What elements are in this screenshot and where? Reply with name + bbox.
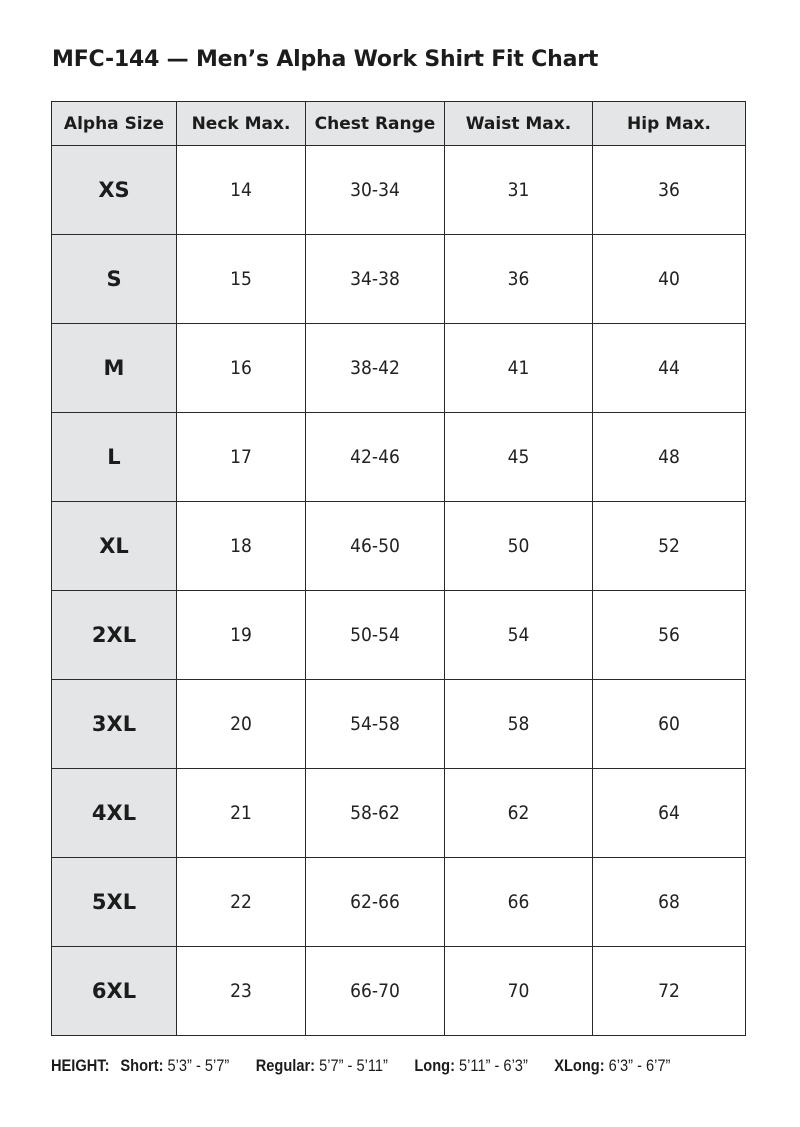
height-long-name: Long: (414, 1056, 455, 1075)
chest-cell: 62-66 (306, 858, 445, 947)
size-cell: S (52, 235, 177, 324)
column-header-hip-max: Hip Max. (593, 102, 746, 146)
waist-cell: 50 (445, 502, 593, 591)
height-xlong (554, 1056, 670, 1075)
table-row (52, 324, 746, 413)
size-cell: 5XL (52, 858, 177, 947)
table-row (52, 502, 746, 591)
table-row (52, 858, 746, 947)
height-regular-value: 5’7” - 5’11” (319, 1056, 388, 1075)
column-header-neck-max: Neck Max. (177, 102, 306, 146)
hip-cell: 60 (593, 680, 746, 769)
hip-cell: 52 (593, 502, 746, 591)
hip-cell: 40 (593, 235, 746, 324)
table-row (52, 947, 746, 1036)
size-cell: XL (52, 502, 177, 591)
table-row (52, 146, 746, 235)
chest-cell: 38-42 (306, 324, 445, 413)
waist-cell: 36 (445, 235, 593, 324)
column-header-chest-range: Chest Range (306, 102, 445, 146)
size-cell: 4XL (52, 769, 177, 858)
header-row (52, 102, 746, 146)
size-cell: 6XL (52, 947, 177, 1036)
chest-cell: 50-54 (306, 591, 445, 680)
height-short-value: 5’3” - 5’7” (167, 1056, 230, 1075)
column-header-waist-max: Waist Max. (445, 102, 593, 146)
height-xlong-name: XLong: (554, 1056, 605, 1075)
waist-cell: 70 (445, 947, 593, 1036)
table-row (52, 591, 746, 680)
height-regular-name: Regular: (255, 1056, 316, 1075)
table-row (52, 413, 746, 502)
height-short (120, 1056, 229, 1075)
waist-cell: 66 (445, 858, 593, 947)
waist-cell: 31 (445, 146, 593, 235)
hip-cell: 64 (593, 769, 746, 858)
chest-cell: 30-34 (306, 146, 445, 235)
hip-cell: 68 (593, 858, 746, 947)
neck-cell: 19 (177, 591, 306, 680)
height-long (414, 1056, 527, 1075)
chest-cell: 58-62 (306, 769, 445, 858)
neck-cell: 14 (177, 146, 306, 235)
chest-cell: 46-50 (306, 502, 445, 591)
neck-cell: 21 (177, 769, 306, 858)
chest-cell: 54-58 (306, 680, 445, 769)
table-row (52, 769, 746, 858)
neck-cell: 22 (177, 858, 306, 947)
height-label: HEIGHT: (51, 1056, 110, 1075)
waist-cell: 62 (445, 769, 593, 858)
size-cell: XS (52, 146, 177, 235)
table-row (52, 235, 746, 324)
hip-cell: 36 (593, 146, 746, 235)
size-cell: M (52, 324, 177, 413)
page-title: MFC-144 — Men’s Alpha Work Shirt Fit Chart (52, 47, 599, 72)
waist-cell: 41 (445, 324, 593, 413)
size-cell: L (52, 413, 177, 502)
waist-cell: 45 (445, 413, 593, 502)
chest-cell: 66-70 (306, 947, 445, 1036)
waist-cell: 54 (445, 591, 593, 680)
column-header-alpha-size: Alpha Size (52, 102, 177, 146)
table-row (52, 680, 746, 769)
hip-cell: 72 (593, 947, 746, 1036)
hip-cell: 44 (593, 324, 746, 413)
neck-cell: 23 (177, 947, 306, 1036)
table-body (52, 146, 746, 1036)
height-regular (256, 1056, 388, 1075)
size-cell: 2XL (52, 591, 177, 680)
waist-cell: 58 (445, 680, 593, 769)
hip-cell: 48 (593, 413, 746, 502)
height-legend (51, 1056, 670, 1076)
size-cell: 3XL (52, 680, 177, 769)
height-long-value: 5’11” - 6’3” (459, 1056, 528, 1075)
neck-cell: 16 (177, 324, 306, 413)
height-xlong-value: 6’3” - 6’7” (608, 1056, 671, 1075)
neck-cell: 15 (177, 235, 306, 324)
neck-cell: 18 (177, 502, 306, 591)
chest-cell: 42-46 (306, 413, 445, 502)
fit-chart-table (51, 101, 746, 1036)
neck-cell: 17 (177, 413, 306, 502)
height-short-name: Short: (120, 1056, 164, 1075)
chest-cell: 34-38 (306, 235, 445, 324)
neck-cell: 20 (177, 680, 306, 769)
hip-cell: 56 (593, 591, 746, 680)
